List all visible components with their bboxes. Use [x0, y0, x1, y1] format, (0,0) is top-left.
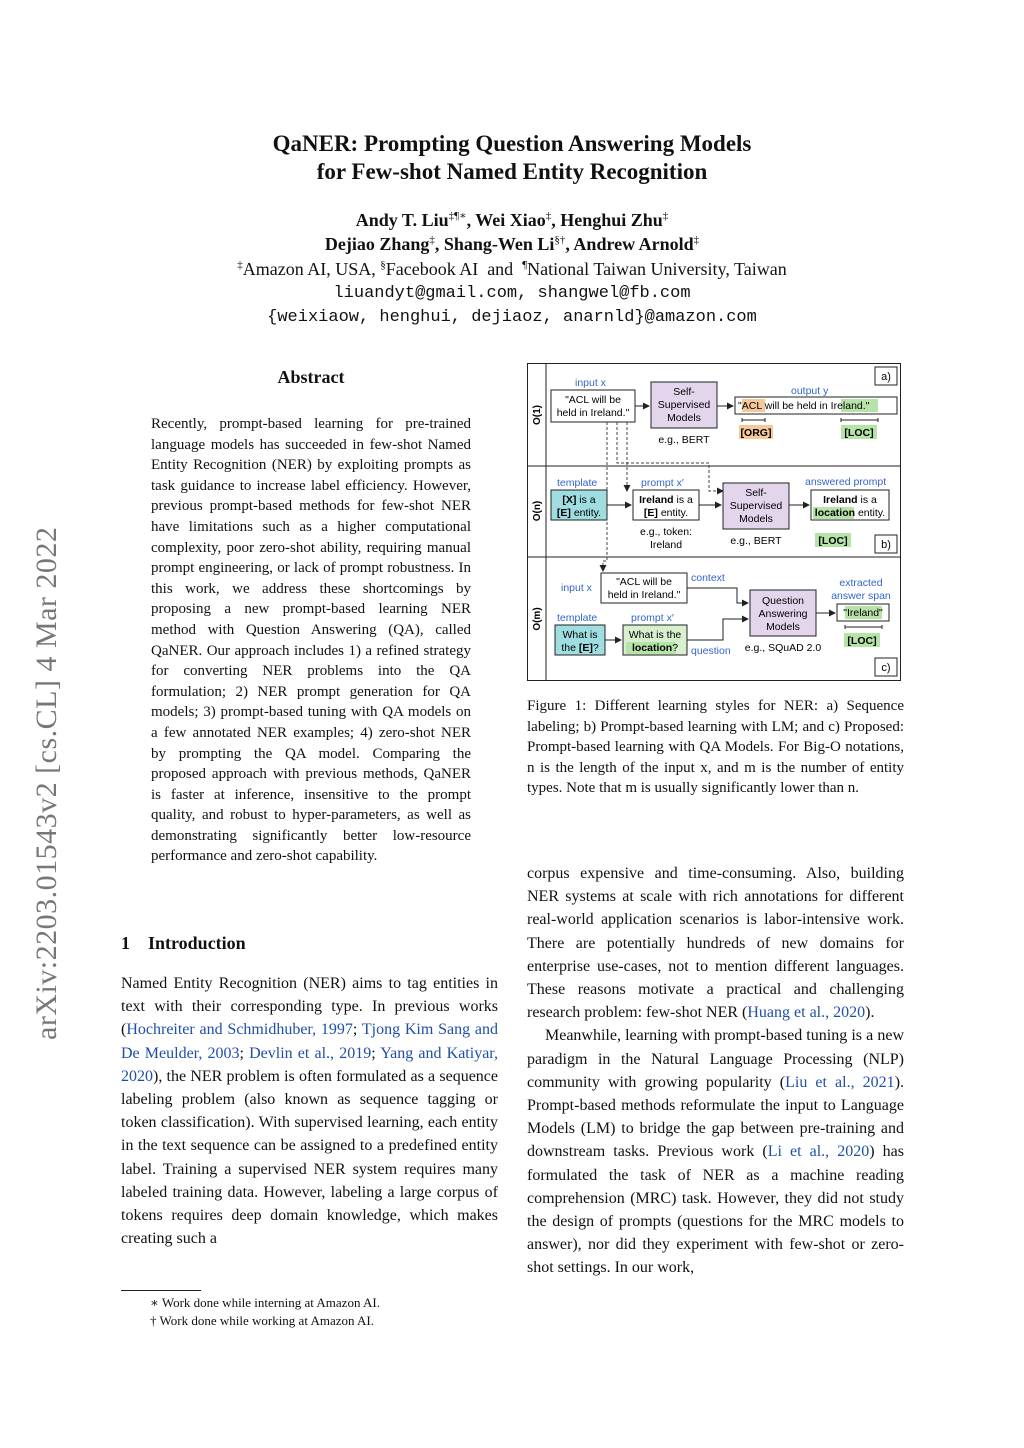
a-out-open: " [738, 400, 742, 412]
b-ans-2a: location [814, 507, 856, 519]
emails-line-1: liuandyt@gmail.com, shangwel@fb.com [333, 284, 691, 303]
b-prompt-1a: Ireland [639, 494, 674, 506]
right-text-e: ) has formulated the task of NER as a machine reading comprehension (MRC) task. However, they did not study the design of prompts (questions for the MRC models to answer), nor did they experiment with few-shot or zero-shot settings. In our work, [527, 1143, 904, 1277]
a-output-label: output y [791, 385, 829, 397]
intro-sep-1: ; [352, 1021, 362, 1039]
a-model-text-2: Supervised [657, 399, 711, 411]
row-label-on: O(n) [532, 500, 543, 522]
a-output-sentence [738, 400, 870, 412]
a-out-mid: will be held in [761, 400, 831, 412]
c-template-line-2 [561, 642, 599, 654]
a-model-text-3: Models [667, 412, 701, 424]
citation-li[interactable]: Li et al., 2020 [767, 1143, 870, 1161]
b-template-line-2 [557, 507, 601, 519]
abstract-heading: Abstract [277, 367, 345, 387]
right-text-c: Meanwhile, learning with prompt-based tuning is a new paradigm in the Natural Language Processing (NLP) community with growing popularity ( [527, 1027, 904, 1091]
intro-text-b: ), the NER problem is often formulated as a sequence labeling problem (also known as sequence tagging or token classification). With supervised learning, each entity in the text sequence can be assigned to a predefined entity label. Training a supervised NER system requires many labeled training data. However, labeling a large corpus of tokens requires deep domain knowledge, which makes creating such a [121, 1067, 498, 1248]
footnote-1: ∗ Work done while interning at Amazon AI. [150, 1295, 380, 1310]
b-token-example-2: Ireland [649, 539, 683, 551]
right-text-a: corpus expensive and time-consuming. Also, building NER systems at scale with rich annotations for different real-world application scenarios is labor-intensive work. There are potentially hundreds of new domains for enterprise use-cases, not to mention different languages. These reasons motivate a practical and challenging research problem: few-shot NER ( [527, 865, 904, 1022]
b-model-text-2: Supervised [729, 500, 783, 512]
c-model-text-1: Question [761, 595, 805, 607]
b-prompt-line-1 [639, 494, 693, 506]
panel-tag-b: b) [881, 539, 891, 551]
c-question-label: question [691, 645, 731, 657]
paper-title-line-1: QaNER: Prompting Question Answering Models [272, 131, 752, 156]
b-prompt-2a: [E] [643, 507, 658, 519]
c-template-text-1: What is [562, 629, 598, 641]
footnote-rule [121, 1290, 201, 1291]
paper-title-line-2: for Few-shot Named Entity Recognition [316, 159, 708, 184]
c-prompt-line-2 [632, 642, 678, 654]
panel-tag-a: a) [881, 371, 891, 383]
c-input-text-2: held in Ireland." [607, 589, 681, 601]
b-model-text-3: Models [739, 513, 773, 525]
b-prompt-2b: entity. [657, 507, 689, 519]
c-context-label: context [691, 572, 725, 584]
b-template-label: template [557, 477, 598, 489]
b-answer-line-2 [815, 507, 885, 519]
a-model-text-1: Self- [673, 386, 695, 398]
citation-tjong-kim-sang[interactable]: Tjong Kim Sang and De Meulder, 2003 [121, 1021, 499, 1062]
row-label-om: O(m) [532, 607, 543, 631]
b-template-line-1 [562, 494, 595, 506]
a-input-label: input x [575, 377, 606, 389]
right-text-d: ). Prompt-based methods reformulate the input to Language Models (LM) to bridge the gap between pre-training and downstream tasks. Previous work ( [527, 1073, 905, 1161]
authors-line-1: Andy T. Liu‡¶∗, Wei Xiao‡, Henghui Zhu‡ [355, 210, 669, 230]
citation-yang-katiyar[interactable]: Yang and Katiyar, 2020 [121, 1044, 498, 1085]
figure-caption: Figure 1: Different learning styles for NER: a) Sequence labeling; b) Prompt-based learning with LM; and c) Proposed: Prompt-based learning with QA Models. For Big-O notations, n is the length of the input x, and m is the number of entity types. Note that m is usually significantly lower than n. [527, 698, 904, 797]
b-model-example: e.g., BERT [730, 535, 782, 547]
c-input-text-1: "ACL will be [616, 576, 672, 588]
affiliations: ‡Amazon AI, USA, §Facebook AI and ¶National Taiwan University, Taiwan [237, 259, 787, 279]
b-ans-1a: Ireland [823, 494, 858, 506]
panel-tag-c: c) [881, 662, 891, 674]
c-prompt-text-1: What is the [628, 629, 682, 641]
c-prompt-label: prompt x′ [631, 612, 674, 624]
b-prompt-label: prompt x′ [641, 477, 684, 489]
c-extracted-label-1: extracted [839, 577, 883, 589]
a-model-example: e.g., BERT [658, 434, 710, 446]
c-model-text-2: Answering [758, 608, 808, 620]
b-tag-loc: [LOC] [818, 535, 848, 547]
c-span-text [843, 607, 883, 619]
citation-liu[interactable]: Liu et al., 2021 [785, 1073, 895, 1091]
c-template-2c: ? [592, 642, 599, 654]
citation-huang[interactable]: Huang et al., 2020 [747, 1004, 866, 1022]
b-answer-line-1 [823, 494, 877, 506]
b-template-1a: [X] [562, 494, 577, 506]
c-span-open: " [843, 607, 847, 619]
c-prompt-2b: ? [672, 642, 679, 654]
intro-paragraph [121, 972, 498, 1250]
c-template-2a: the [561, 642, 579, 654]
b-prompt-line-2 [644, 507, 688, 519]
emails-line-2: {weixiaow, henghui, dejiaoz, anarnld}@amazon.com [267, 308, 757, 327]
footnote-2: † Work done while working at Amazon AI. [150, 1313, 375, 1328]
right-column-text [527, 862, 904, 1280]
c-span-close: " [879, 607, 883, 619]
a-out-acl: ACL [741, 400, 762, 412]
b-answered-label: answered prompt [805, 476, 887, 488]
c-model-text-3: Models [766, 621, 800, 633]
a-tag-org: [ORG] [740, 427, 772, 439]
right-text-b: ). [865, 1004, 875, 1022]
b-template-2a: [E] [556, 507, 571, 519]
section-title: Introduction [148, 933, 246, 953]
b-prompt-1b: is a [673, 494, 693, 506]
b-template-1b: is a [576, 494, 596, 506]
c-extracted-label-2: answer span [831, 590, 891, 602]
a-out-close: ." [862, 400, 870, 412]
section-heading-introduction [121, 933, 246, 954]
arxiv-sidebar-id: arXiv:2203.01543v2 [cs.CL] 4 Mar 2022 [30, 526, 63, 1040]
citation-hochreiter[interactable]: Hochreiter and Schmidhuber, 1997 [126, 1021, 353, 1039]
c-model-example: e.g., SQuAD 2.0 [744, 642, 822, 654]
intro-sep-3: ; [371, 1044, 381, 1062]
b-model-text-1: Self- [745, 487, 767, 499]
section-number: 1 [121, 933, 130, 953]
b-token-example-1: e.g., token: [640, 526, 692, 538]
intro-sep-2: ; [239, 1044, 250, 1062]
a-input-text-1: "ACL will be [565, 394, 621, 406]
a-out-ireland: Ireland [830, 400, 863, 412]
figure-1-diagram [527, 363, 901, 681]
c-prompt-2a: location [631, 642, 673, 654]
citation-devlin[interactable]: Devlin et al., 2019 [249, 1044, 372, 1062]
a-tag-loc: [LOC] [844, 427, 874, 439]
intro-text-a: Named Entity Recognition (NER) aims to tag entities in text with their corresponding type. In previous works ( [121, 975, 498, 1039]
c-template-label: template [557, 612, 598, 624]
b-template-2b: entity. [570, 507, 602, 519]
c-span-word: Ireland [846, 607, 880, 619]
c-tag-loc: [LOC] [847, 635, 877, 647]
a-input-text-2: held in Ireland." [556, 407, 630, 419]
b-ans-1b: is a [857, 494, 877, 506]
c-template-2b: [E] [578, 642, 593, 654]
authors-line-2: Dejiao Zhang‡, Shang-Wen Li§†, Andrew Arnold‡ [324, 234, 700, 254]
b-ans-2b: entity. [855, 507, 886, 519]
abstract-text: Recently, prompt-based learning for pre-trained language models has succeeded in few-shot Named Entity Recognition (NER) by exploiting prompts as task guidance to increase label efficiency. However, previous prompt-based methods for few-shot NER have limitations such as a higher computational complexity, poor zero-shot ability, requiring manual prompt engineering, or lack of prompt robustness. In this work, we address these shortcomings by proposing a new prompt-based learning NER method with Question Answering (QA), called QaNER. Our approach includes 1) a refined strategy for converting NER problems into the QA formulation; 2) NER prompt generation for QA models; 3) prompt-based tuning with QA models on a few annotated NER examples; 4) zero-shot NER by prompting the QA model. Comparing the proposed approach with previous methods, QaNER is faster at inference, insensitive to the prompt quality, and robust to hyper-parameters, as well as demonstrating significantly better low-resource performance and zero-shot capability. [151, 416, 471, 865]
c-input-label: input x [561, 582, 592, 594]
row-label-o1: O(1) [532, 405, 543, 425]
